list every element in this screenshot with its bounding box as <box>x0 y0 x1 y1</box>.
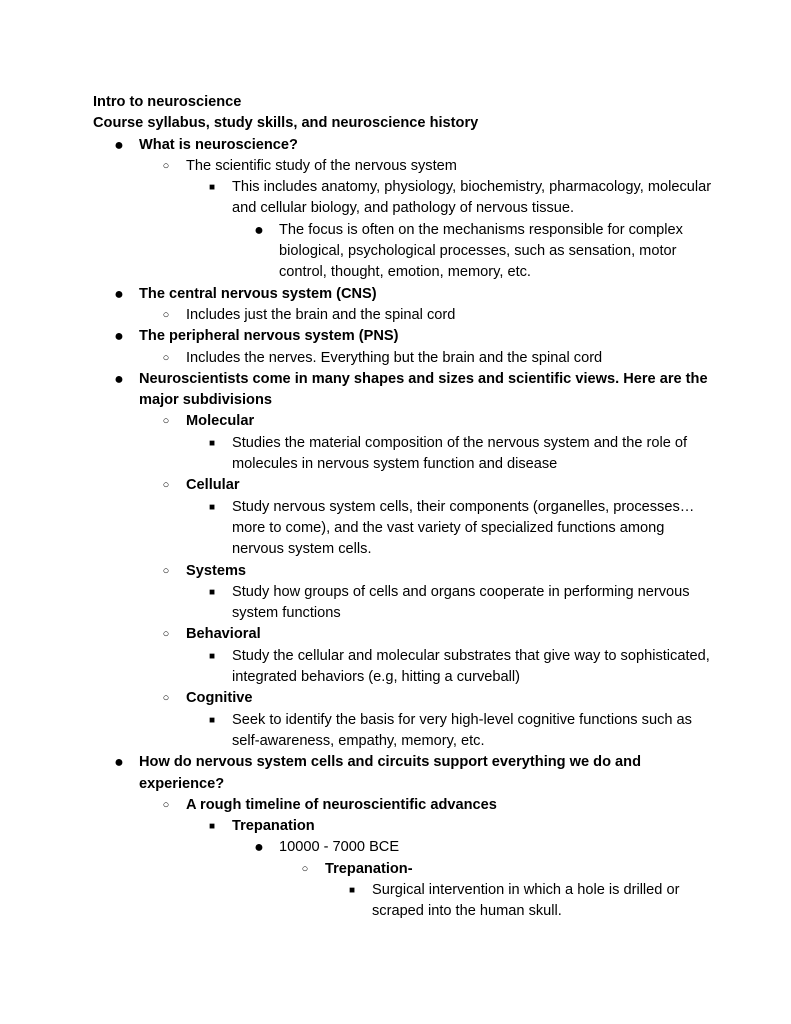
circle-bullet-icon: ○ <box>162 628 170 641</box>
square-bullet-icon: ■ <box>208 821 216 833</box>
disc-bullet-icon: ● <box>114 370 124 388</box>
square-bullet-icon: ■ <box>208 650 216 662</box>
subheading-molecular: Molecular <box>186 413 255 430</box>
list-item <box>93 880 713 923</box>
list-item-text: 10000 - 7000 BCE <box>279 839 400 856</box>
list-item <box>93 135 713 156</box>
list-item <box>93 326 713 347</box>
list-item <box>93 624 713 645</box>
list-item <box>93 220 713 284</box>
circle-bullet-icon: ○ <box>301 862 309 875</box>
list-item-text: Study how groups of cells and organs cooperate in performing nervous system functions <box>232 583 690 622</box>
heading-how-do: How do nervous system cells and circuits support everything we do and experience? <box>139 754 641 792</box>
subheading-cognitive: Cognitive <box>186 690 253 707</box>
list-item <box>93 475 713 496</box>
circle-bullet-icon: ○ <box>162 564 170 577</box>
disc-bullet-icon: ● <box>254 839 264 857</box>
list-item-text: Study nervous system cells, their components (organelles, processes… more to come), and the vast variety of specialized functions among nervous system cells. <box>232 498 695 558</box>
circle-bullet-icon: ○ <box>162 308 170 321</box>
disc-bullet-icon: ● <box>114 136 124 154</box>
list-item-text: Includes the nerves. Everything but the brain and the spinal cord <box>186 349 603 366</box>
heading-what-is-neuroscience: What is neuroscience? <box>139 136 298 153</box>
subheading-behavioral: Behavioral <box>186 626 261 643</box>
circle-bullet-icon: ○ <box>162 351 170 364</box>
disc-bullet-icon: ● <box>114 328 124 346</box>
term-trepanation: Trepanation- <box>325 860 413 877</box>
subheading-timeline: A rough timeline of neuroscientific advances <box>186 796 497 813</box>
square-bullet-icon: ■ <box>208 182 216 194</box>
list-item-text: Includes just the brain and the spinal cord <box>186 306 456 323</box>
list-item-text: Studies the material composition of the nervous system and the role of molecules in nervous system function and disease <box>232 434 688 473</box>
outline-list <box>93 135 713 923</box>
list-item <box>93 348 713 369</box>
list-item <box>93 816 713 837</box>
list-item <box>93 859 713 880</box>
square-bullet-icon: ■ <box>208 501 216 513</box>
list-item <box>93 369 713 412</box>
list-item-text: Study the cellular and molecular substrates that give way to sophisticated, integrated behaviors (e.g, hitting a curveball) <box>232 647 710 686</box>
list-item <box>93 795 713 816</box>
list-item-text: Surgical intervention in which a hole is drilled or scraped into the human skull. <box>372 881 680 920</box>
disc-bullet-icon: ● <box>114 285 124 303</box>
heading-subdivisions: Neuroscientists come in many shapes and sizes and scientific views. Here are the major subdivisions <box>139 370 708 409</box>
disc-bullet-icon: ● <box>114 754 124 772</box>
circle-bullet-icon: ○ <box>162 692 170 705</box>
square-bullet-icon: ■ <box>348 884 356 896</box>
circle-bullet-icon: ○ <box>162 798 170 811</box>
subheading-cellular: Cellular <box>186 477 240 494</box>
disc-bullet-icon: ● <box>254 221 264 239</box>
list-item-text: The focus is often on the mechanisms responsible for complex biological, psychological processes, such as sensation, motor control, thought, emotion, memory, etc. <box>279 221 683 281</box>
circle-bullet-icon: ○ <box>162 479 170 492</box>
list-item <box>93 710 713 753</box>
list-item-text: The scientific study of the nervous system <box>186 157 457 174</box>
list-item <box>93 156 713 177</box>
list-item <box>93 177 713 220</box>
square-bullet-icon: ■ <box>208 714 216 726</box>
subheading-systems: Systems <box>186 562 247 579</box>
document-body <box>93 92 713 923</box>
list-item <box>93 305 713 326</box>
circle-bullet-icon: ○ <box>162 159 170 172</box>
list-item <box>93 411 713 432</box>
list-item <box>93 497 713 561</box>
list-item <box>93 582 713 625</box>
square-bullet-icon: ■ <box>208 437 216 449</box>
list-item-text: Seek to identify the basis for very high-level cognitive functions such as self-awareness, empathy, memory, etc. <box>232 711 692 749</box>
list-item <box>93 688 713 709</box>
heading-pns: The peripheral nervous system (PNS) <box>139 328 399 345</box>
circle-bullet-icon: ○ <box>162 415 170 428</box>
heading-cns: The central nervous system (CNS) <box>139 285 377 302</box>
list-item <box>93 433 713 476</box>
list-item <box>93 284 713 305</box>
document-title: Intro to neuroscience <box>93 94 242 110</box>
subheading-trepanation: Trepanation <box>232 818 315 835</box>
document-subtitle: Course syllabus, study skills, and neuroscience history <box>93 115 479 132</box>
list-item <box>93 752 713 795</box>
list-item <box>93 561 713 582</box>
list-item <box>93 837 713 858</box>
list-item-text: This includes anatomy, physiology, biochemistry, pharmacology, molecular and cellular biology, and pathology of nervous tissue. <box>232 179 712 217</box>
list-item <box>93 646 713 689</box>
square-bullet-icon: ■ <box>208 586 216 598</box>
